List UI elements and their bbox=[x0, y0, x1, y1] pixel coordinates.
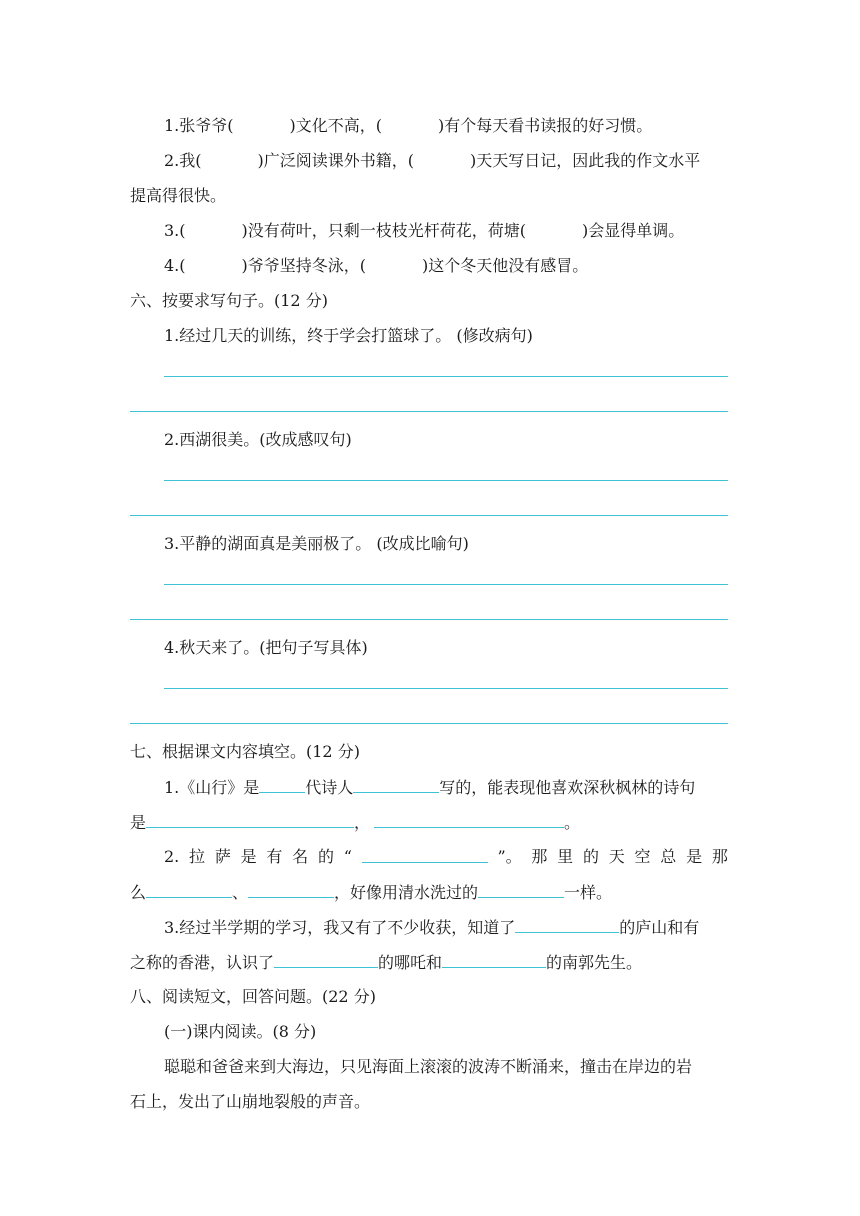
item-text: ，好像用清水洗过的 bbox=[334, 883, 479, 902]
char: 是 bbox=[240, 847, 257, 866]
item-text: 是 bbox=[130, 813, 147, 832]
rewrite-item-3: 3.平静的湖面真是美丽极了。 (改成比喻句) bbox=[164, 534, 469, 553]
rewrite-item-1: 1.经过几天的训练，终于学会打篮球了。 (修改病句) bbox=[164, 326, 533, 345]
char: 是 bbox=[686, 847, 703, 866]
char: 2. bbox=[164, 847, 180, 866]
fill-blank[interactable] bbox=[362, 846, 488, 863]
fill-q3-line2 bbox=[130, 951, 642, 974]
item-text: ， bbox=[354, 813, 371, 832]
fill-blank[interactable] bbox=[274, 951, 378, 968]
fill-item-4 bbox=[164, 255, 588, 277]
answer-line[interactable] bbox=[164, 376, 728, 377]
fill-q1-line1 bbox=[164, 776, 695, 799]
char: 有 bbox=[266, 847, 283, 866]
fill-blank[interactable] bbox=[442, 951, 546, 968]
fill-item-2 bbox=[164, 150, 700, 172]
item-text: 一样。 bbox=[564, 883, 613, 902]
subsection-heading: (一)课内阅读。(8 分) bbox=[164, 1022, 317, 1041]
answer-line[interactable] bbox=[130, 723, 728, 724]
char: 名 bbox=[292, 847, 309, 866]
char: 的 bbox=[582, 847, 599, 866]
fill-blank[interactable] bbox=[146, 881, 232, 898]
char: 天 bbox=[608, 847, 625, 866]
item-text: 、 bbox=[232, 883, 249, 902]
fill-blank[interactable] bbox=[259, 776, 305, 793]
fill-blank[interactable] bbox=[478, 881, 564, 898]
answer-line[interactable] bbox=[164, 688, 728, 689]
answer-line[interactable] bbox=[130, 515, 728, 516]
item-text: 4.( bbox=[164, 256, 186, 275]
answer-line[interactable] bbox=[130, 619, 728, 620]
char: “ bbox=[343, 847, 352, 866]
item-text: 之称的香港，认识了 bbox=[130, 953, 275, 972]
char: ”。 bbox=[497, 847, 522, 866]
fill-q2-line2 bbox=[130, 881, 612, 904]
item-text: )有个每天看书读报的好习惯。 bbox=[438, 116, 653, 135]
char: 那 bbox=[531, 847, 548, 866]
item-text: 2.我( bbox=[164, 151, 202, 170]
item-text: )这个冬天他没有感冒。 bbox=[422, 256, 589, 275]
fill-q1-line2 bbox=[130, 811, 580, 834]
fill-q2-line1 bbox=[164, 846, 728, 868]
fill-item-1 bbox=[164, 115, 652, 137]
passage-line-1: 聪聪和爸爸来到大海边，只见海面上滚滚的波涛不断涌来，撞击在岸边的岩 bbox=[164, 1057, 693, 1076]
fill-blank[interactable] bbox=[374, 811, 564, 828]
item-text: )天天写日记，因此我的作文水平 bbox=[470, 151, 701, 170]
item-text: 的庐山和有 bbox=[619, 918, 700, 937]
char: 里 bbox=[557, 847, 574, 866]
item-text: )爷爷坚持冬泳，( bbox=[241, 256, 367, 275]
item-text: 3.经过半学期的学习，我又有了不少收获，知道了 bbox=[164, 918, 516, 937]
section-7-heading: 七、根据课文内容填空。(12 分) bbox=[130, 742, 360, 761]
item-text: 么 bbox=[130, 883, 147, 902]
item-text: 的哪吒和 bbox=[378, 953, 443, 972]
char: 拉 bbox=[189, 847, 206, 866]
passage-line-2: 石上，发出了山崩地裂般的声音。 bbox=[130, 1092, 371, 1111]
item-text: )广泛阅读课外书籍，( bbox=[257, 151, 415, 170]
item-text: 写的，能表现他喜欢深秋枫林的诗句 bbox=[439, 778, 696, 797]
char: 总 bbox=[660, 847, 677, 866]
item-text: 1.张爷爷( bbox=[164, 116, 234, 135]
section-6-heading: 六、按要求写句子。(12 分) bbox=[130, 291, 328, 310]
rewrite-item-4: 4.秋天来了。(把句子写具体) bbox=[164, 638, 368, 657]
fill-blank[interactable] bbox=[248, 881, 334, 898]
section-8-heading: 八、阅读短文，回答问题。(22 分) bbox=[130, 987, 376, 1006]
item-text: 。 bbox=[564, 813, 581, 832]
fill-item-3 bbox=[164, 220, 684, 242]
item-text: )会显得单调。 bbox=[582, 221, 685, 240]
item-text: 代诗人 bbox=[305, 778, 354, 797]
answer-line[interactable] bbox=[130, 411, 728, 412]
answer-line[interactable] bbox=[164, 584, 728, 585]
rewrite-item-2: 2.西湖很美。(改成感叹句) bbox=[164, 430, 352, 449]
fill-q3-line1 bbox=[164, 916, 699, 939]
char: 的 bbox=[317, 847, 334, 866]
char: 萨 bbox=[214, 847, 231, 866]
item-text: 1.《山行》是 bbox=[164, 778, 260, 797]
fill-blank[interactable] bbox=[146, 811, 354, 828]
item-text: )文化不高，( bbox=[289, 116, 383, 135]
answer-line[interactable] bbox=[164, 480, 728, 481]
item-text: 3.( bbox=[164, 221, 186, 240]
fill-blank[interactable] bbox=[515, 916, 619, 933]
item-text: )没有荷叶，只剩一枝枝光杆荷花，荷塘( bbox=[241, 221, 527, 240]
char: 那 bbox=[711, 847, 728, 866]
item-text: 的南郭先生。 bbox=[546, 953, 643, 972]
char: 空 bbox=[634, 847, 651, 866]
fill-item-2-cont: 提高得很快。 bbox=[130, 186, 227, 205]
fill-blank[interactable] bbox=[353, 776, 439, 793]
